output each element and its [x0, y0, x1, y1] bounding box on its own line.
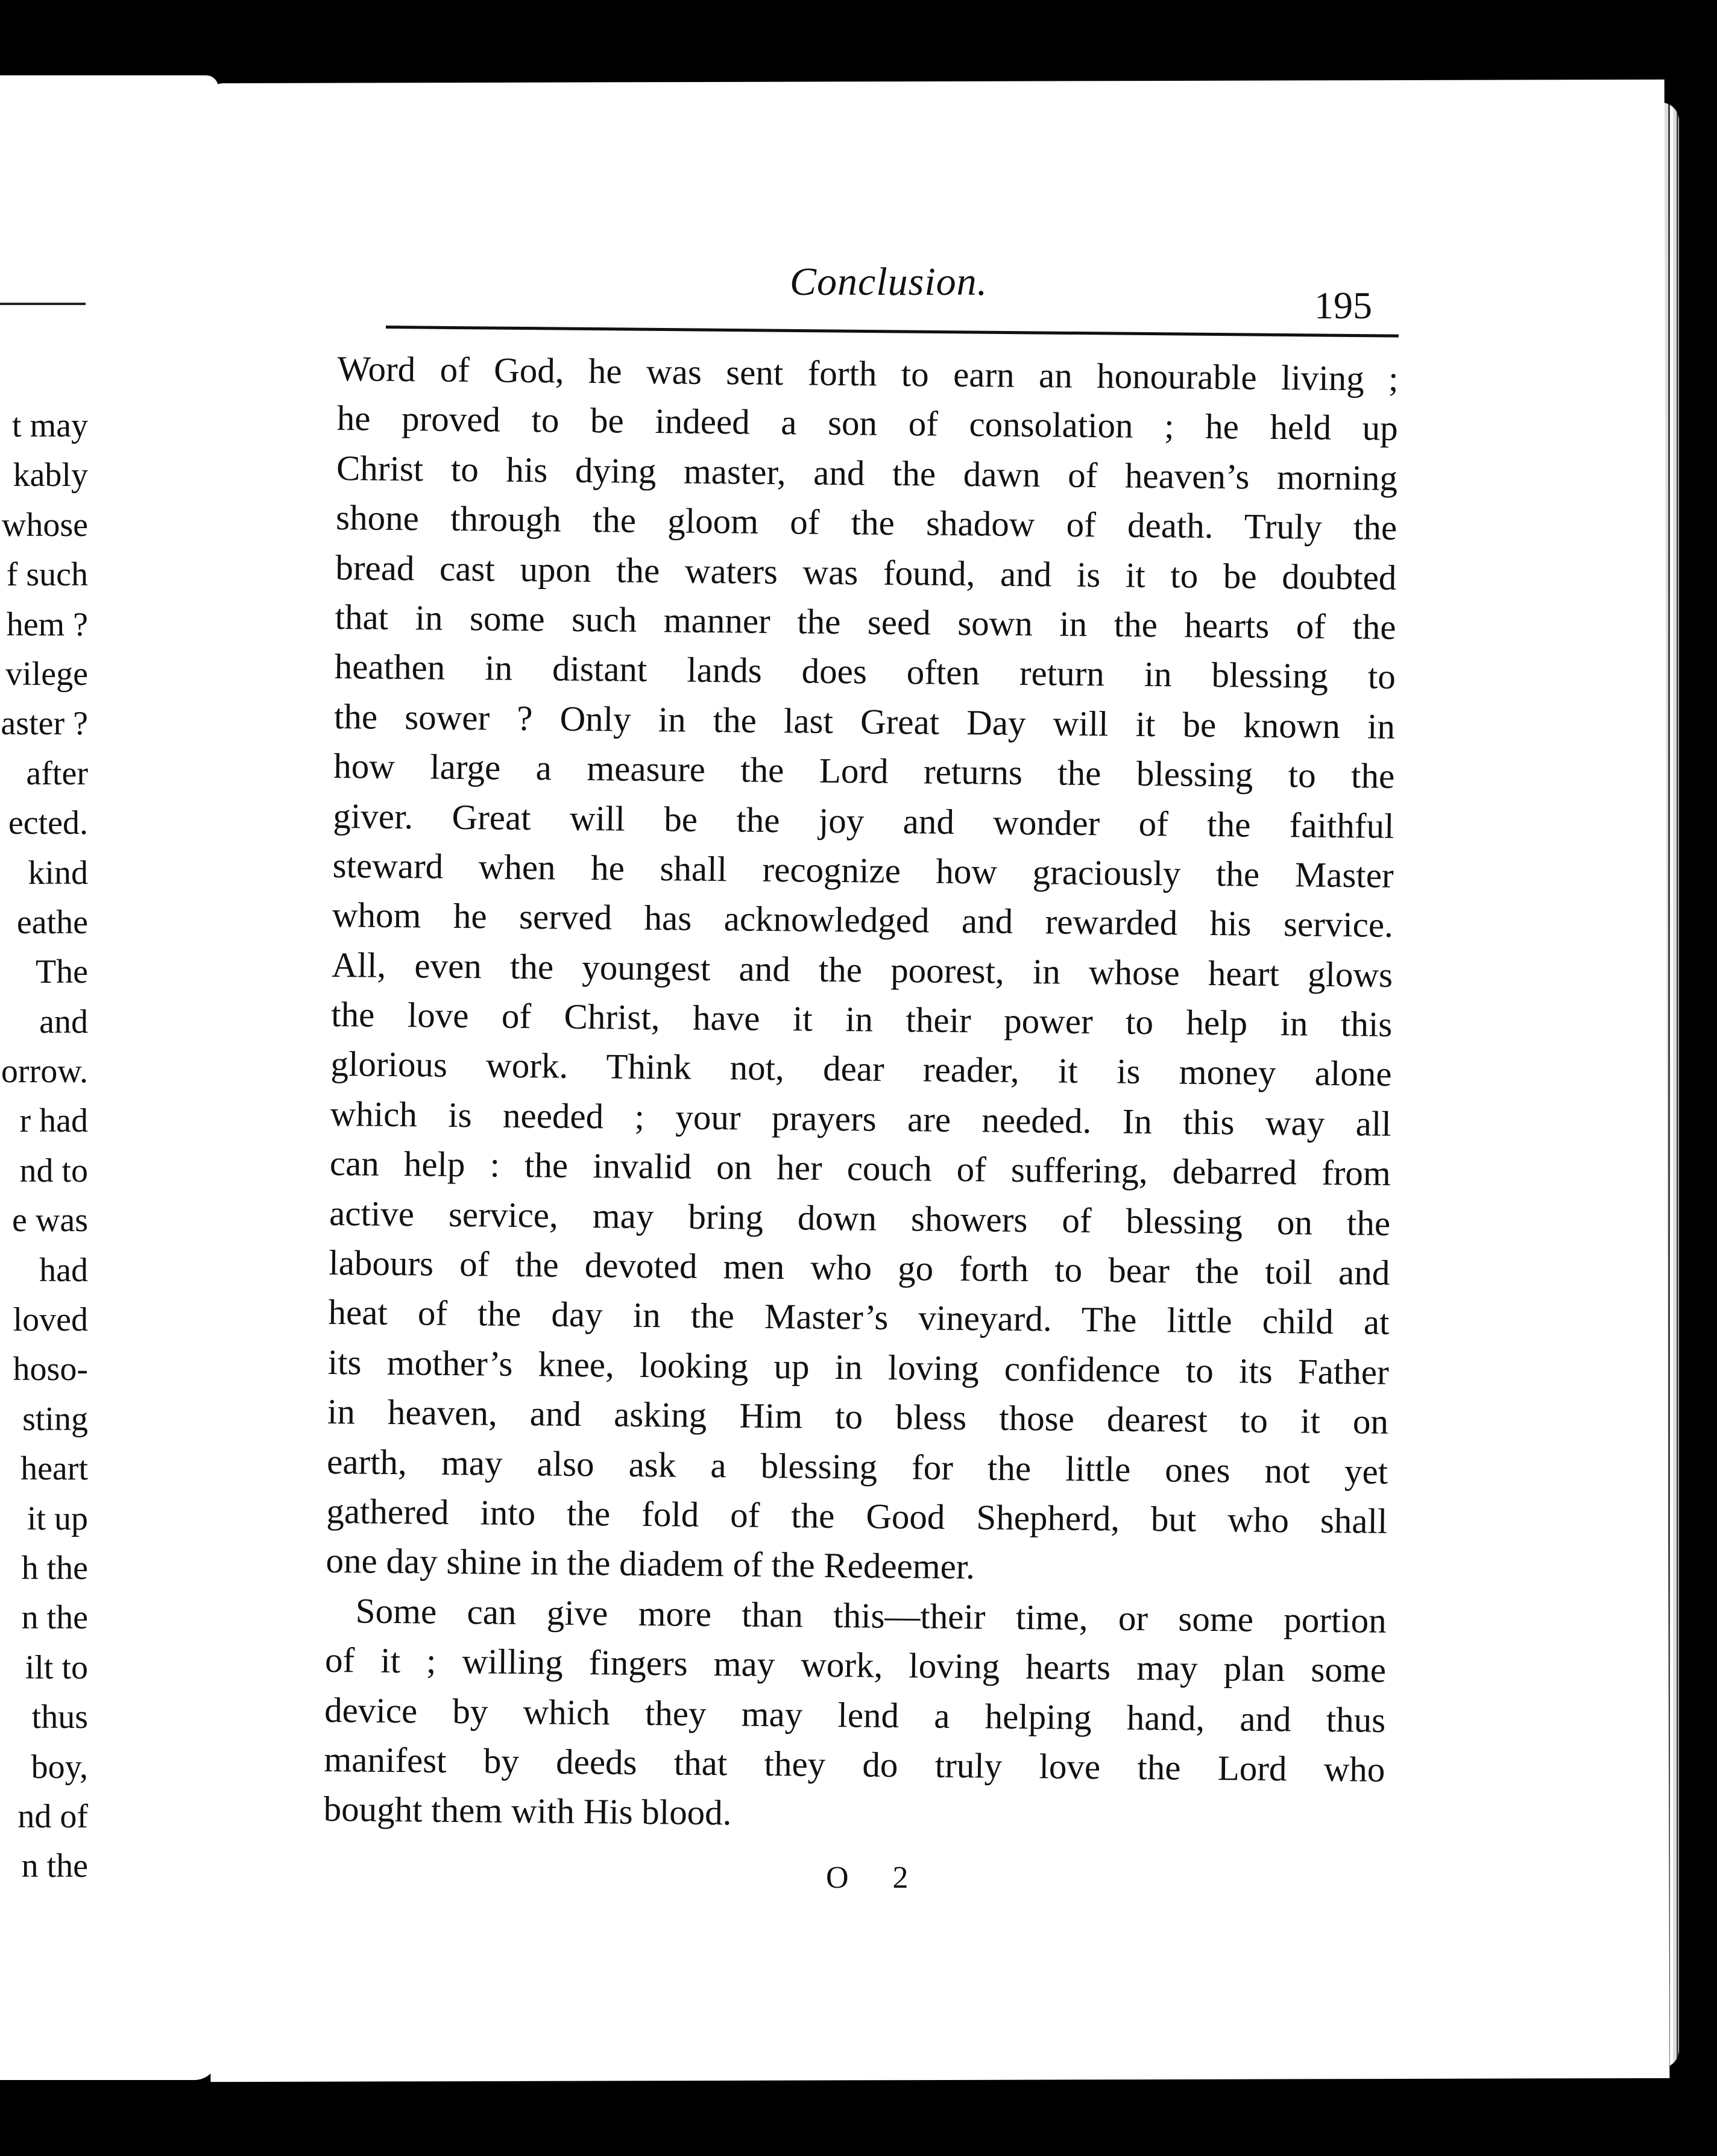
- text-line: heart: [20, 1450, 88, 1488]
- body-text: [323, 344, 1399, 1844]
- text-line: r had: [19, 1102, 88, 1140]
- text-line: it up: [27, 1499, 88, 1537]
- page-number: 195: [1314, 284, 1372, 327]
- text-line: he proved to be indeed a son of consolation ; he held up: [336, 398, 1399, 449]
- text-line: whose: [1, 506, 88, 544]
- text-line: vilege: [5, 655, 88, 693]
- text-line: The: [35, 953, 88, 991]
- text-line: nd to: [19, 1152, 88, 1190]
- text-line: that in some such manner the seed sown in the hearts of the: [335, 596, 1396, 647]
- text-line: orrow.: [1, 1053, 88, 1091]
- text-line: n the: [21, 1847, 88, 1885]
- text-line: kind: [28, 854, 88, 892]
- text-line: after: [26, 754, 88, 792]
- text-line: t may: [12, 407, 88, 444]
- text-line: n the: [21, 1599, 88, 1637]
- previous-page: [0, 75, 218, 2080]
- text-line: giver. Great will be the joy and wonder of the faithful: [333, 795, 1394, 846]
- running-head-title: Conclusion.: [790, 260, 988, 304]
- paragraph-1: [326, 344, 1399, 1596]
- text-line: device by which they may lend a helping hand, and thus: [324, 1689, 1386, 1740]
- text-line: whom he served has acknowledged and rewarded his service.: [332, 895, 1394, 945]
- previous-page-text: [0, 401, 88, 1891]
- text-line: how large a measure the Lord returns the blessing to the: [333, 746, 1395, 796]
- text-line: labours of the devoted men who go forth to bear the toil and: [329, 1242, 1390, 1293]
- text-line: in heaven, and asking Him to bless those dearest to it on: [327, 1392, 1389, 1442]
- text-line: one day shine in the diadem of the Redeemer.: [326, 1540, 975, 1587]
- text-line: manifest by deeds that they do truly love the Lord who: [324, 1739, 1385, 1789]
- text-line: hem ?: [6, 605, 88, 643]
- text-line: gathered into the fold of the Good Shepherd, but who shall: [326, 1490, 1388, 1541]
- text-line: earth, may also ask a blessing for the little ones not yet: [326, 1441, 1388, 1492]
- text-line: All, even the youngest and the poorest, in whose heart glows: [331, 944, 1393, 995]
- text-line: steward when he shall recognize how graciously the Master: [332, 845, 1394, 895]
- text-line: hoso-: [13, 1351, 88, 1388]
- text-line: active service, may bring down showers of blessing on the: [329, 1193, 1391, 1243]
- text-line: ected.: [8, 804, 88, 842]
- text-line: sting: [22, 1400, 88, 1438]
- text-line: of it ; willing fingers may work, loving hearts may plan some: [324, 1640, 1387, 1690]
- text-line: heat of the day in the Master’s vineyard. The little child at: [328, 1292, 1390, 1343]
- text-line: and: [39, 1003, 88, 1041]
- text-line: ilt to: [25, 1648, 88, 1686]
- text-line: bought them with His blood.: [323, 1789, 732, 1833]
- text-line: aster ?: [1, 705, 88, 743]
- paragraph-2: [323, 1586, 1387, 1844]
- text-line: loved: [13, 1301, 88, 1339]
- text-line: bread cast upon the waters was found, and is it to be doubted: [335, 547, 1397, 597]
- text-line: which is needed ; your prayers are needed. In this way all: [330, 1093, 1391, 1144]
- text-line: shone through the gloom of the shadow of death. Truly the: [335, 497, 1397, 548]
- text-line: boy,: [31, 1748, 88, 1786]
- text-line: nd of: [17, 1797, 88, 1835]
- text-line: thus: [31, 1698, 88, 1736]
- text-line: e was: [12, 1202, 88, 1240]
- text-line: the love of Christ, have it in their power to help in this: [331, 994, 1393, 1044]
- text-line: f such: [6, 556, 88, 594]
- text-line: its mother’s knee, looking up in loving confidence to its Father: [327, 1341, 1390, 1392]
- signature-mark: O 2: [826, 1861, 927, 1895]
- text-line: kably: [13, 456, 88, 494]
- text-line: eathe: [16, 903, 88, 941]
- text-line: Some can give more than this—their time, or some portion: [355, 1590, 1387, 1641]
- text-line: Christ to his dying master, and the dawn of heaven’s morning: [336, 447, 1398, 498]
- text-line: the sower ? Only in the last Great Day will it be known in: [333, 696, 1396, 746]
- text-line: glorious work. Think not, dear reader, it is money alone: [330, 1044, 1392, 1094]
- text-line: heathen in distant lands does often return in blessing to: [334, 646, 1396, 697]
- text-line: had: [39, 1251, 88, 1289]
- text-line: can help : the invalid on her couch of suffering, debarred from: [329, 1143, 1391, 1194]
- text-line: Word of God, he was sent forth to earn an honourable living ;: [337, 348, 1399, 399]
- previous-page-header-rule: [0, 303, 86, 305]
- text-line: h the: [21, 1549, 88, 1587]
